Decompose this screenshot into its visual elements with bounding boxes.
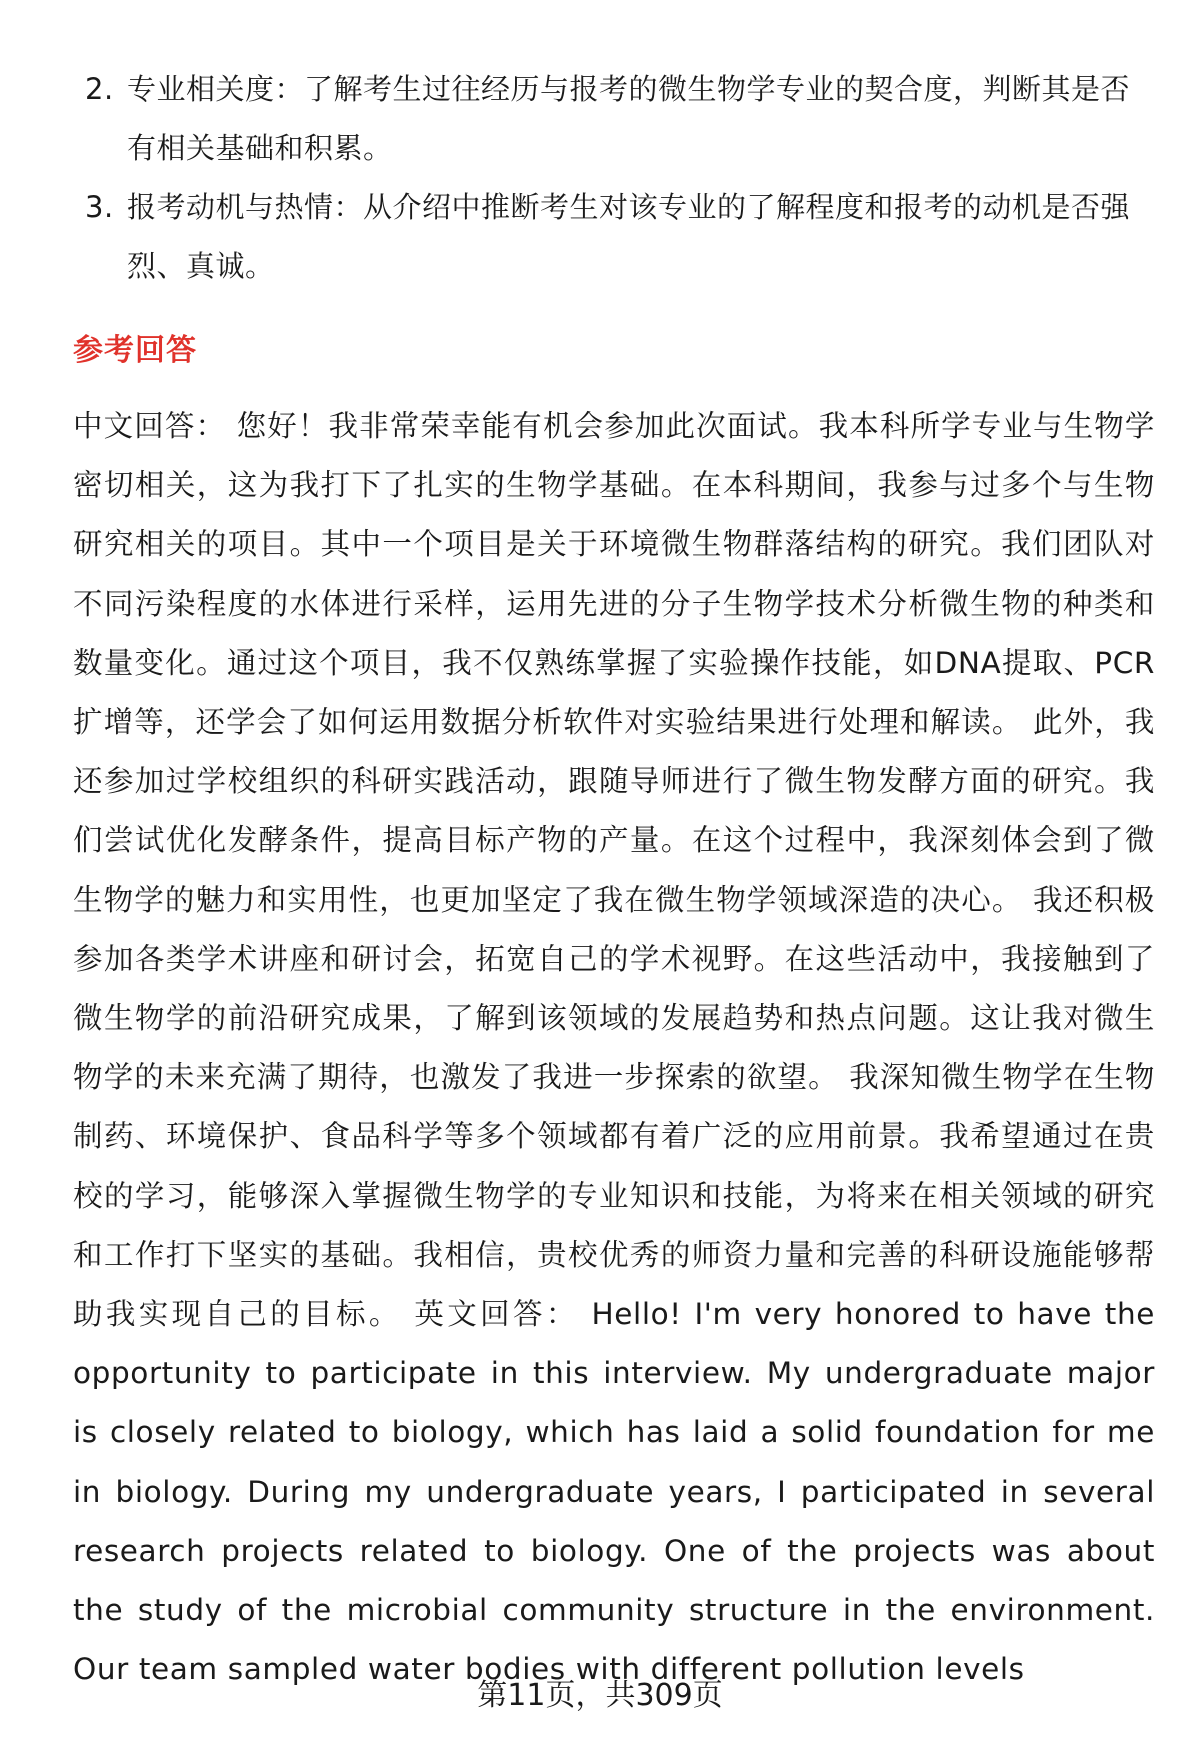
list-number: 2. (85, 72, 114, 106)
page-number-footer: 第11页，共309页 (477, 1678, 723, 1713)
list-item (73, 60, 1153, 178)
list-item (73, 178, 1153, 296)
section-heading: 参考回答 (73, 333, 197, 368)
list-number: 3. (85, 190, 114, 224)
answer-chinese-text: 中文回答： 您好！我非常荣幸能有机会参加此次面试。我本科所学专业与生物学密切相关，这为我打下了扎实的生物学基础。在本科期间，我参与过多个与生物研究相关的项目。其中一个项目是关于环境微生物群落结构的研究。我们团队对不同污染程度的水体进行采样，运用先进的分子生物学技术分析微生物的种类和数量变化。通过这个项目，我不仅熟练掌握了实验操作技能，如DNA提取、PCR扩增等，还学会了如何运用数据分析软件对实验结果进行处理和解读。 此外，我还参加过学校组织的科研实践活动，跟随导师进行了微生物发酵方面的研究。我们尝试优化发酵条件，提高目标产物的产量。在这个过程中，我深刻体会到了微生物学的魅力和实用性，也更加坚定了我在微生物学领域深造的决心。 我还积极参加各类学术讲座和研讨会，拓宽自己的学术视野。在这些活动中，我接触到了微生物学的前沿研究成果，了解到该领域的发展趋势和热点问题。这让我对微生物学的未来充满了期待，也激发了我进一步探索的欲望。 我深知微生物学在生物制药、环境保护、食品科学等多个领域都有着广泛的应用前景。我希望通过在贵校的学习，能够深入掌握微生物学的专业知识和技能，为将来在相关领域的研究和工作打下坚实的基础。我相信，贵校优秀的师资力量和完善的科研设施能够帮助我实现自己的目标。 英文回答： (73, 409, 1155, 1332)
list-item-text: 报考动机与热情：从介绍中推断考生对该专业的了解程度和报考的动机是否强烈、真诚。 (127, 190, 1131, 283)
answer-english-text: Hello! I'm very honored to have the opportunity to participate in this interview. My undergraduate major is closely related to biology, which has laid a solid foundation for me in biology. During my undergraduate years, I participated in several research projects related to biology. One of the projects was about the study of the microbial community structure in the environment. Our team sampled water bodies with different pollution levels (73, 1297, 1155, 1687)
list-item-text: 专业相关度：了解考生过往经历与报考的微生物学专业的契合度，判断其是否有相关基础和积累。 (127, 72, 1131, 165)
answer-paragraph (73, 397, 1155, 1699)
criteria-list (73, 60, 1153, 296)
